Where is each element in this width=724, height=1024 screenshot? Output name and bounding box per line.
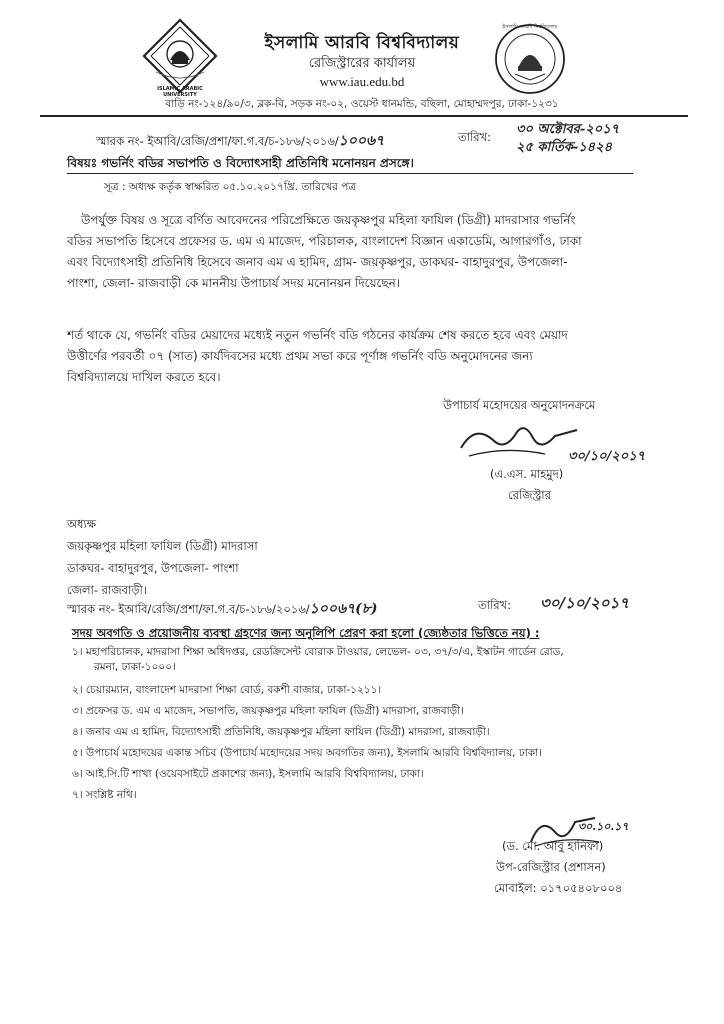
memo2-number-hand: ১০০৬৭(৮) bbox=[309, 601, 378, 617]
logo-caption: ISLAMIC ARABIC UNIVERSITY bbox=[157, 86, 203, 98]
body-paragraph-2: শর্ত থাকে যে, গভর্নিং বডির মেয়াদের মধ্যেই নতুন গভর্নিং বডি গঠনের কার্যক্রম শেষ করতে হবে এবং মেয়াদ উত্তীর্ণের পরবর্তী ০৭ (সাত) কার্যদিবসের মধ্যে প্রথম সভা করে পূর্ণাঙ্গ গভর্নিং বডি অনুমোদনের জন্য বিশ্ববিদ্যালয়ে দাখিল করতে হবে। bbox=[67, 328, 568, 384]
memo2-number: স্মারক নং- ইআবি/রেজি/প্রশা/ফা.গ.ব/চ-১৮৬/২০১৬/১০০৬৭(৮) bbox=[67, 601, 378, 617]
recipient-block: অধ্যক্ষ জয়কৃষ্ণপুর মহিলা ফাযিল (ডিগ্রী) মাদরাসা ডাকঘর- বাহাদুরপুর, উপজেলা- পাংশা জেলা- রাজবাড়ী। bbox=[67, 517, 258, 597]
reference-line: সূত্র : অধ্যক্ষ কর্তৃক স্বাক্ষরিত ০৫.১০.২০১৭খ্রি. তারিখের পত্র bbox=[104, 181, 357, 193]
deputy-registrar-mobile: মোবাইল: ০১৭০৫৪০৮০০৪ bbox=[494, 881, 623, 895]
deputy-registrar-title: উপ-রেজিস্ট্রার (প্রশাসন) bbox=[496, 860, 606, 874]
memo-number: স্মারক নং- ইআবি/রেজি/প্রশা/ফা.গ.ব/চ-১৮৬/২০১৬/১০০৬৭ bbox=[96, 133, 385, 149]
memo-date-gregorian: ৩০ অক্টোবর-২০১৭ bbox=[516, 122, 620, 137]
seal-caption: ইসলামি আরবি বিশ্ববিদ্যালয় bbox=[502, 24, 558, 30]
cc-item: ৩। প্রফেসর ড. এম এ মাজেদ, সভাপতি, জয়কৃষ্ণপুর মহিলা ফাযিল (ডিগ্রী) মাদরাসা, রাজবাড়ী। bbox=[72, 705, 464, 717]
website: www.iau.edu.bd bbox=[319, 74, 405, 89]
cc-item: ৫। উপাচার্য মহোদয়ের একান্ত সচিব (উপাচার্য মহোদয়ের সদয় অবগতির জন্য), ইসলামি আরবি বিশ্ববিদ্যালয়, ঢাকা। bbox=[72, 747, 542, 759]
memo-date-bangla: ২৫ কার্তিক-১৪২৪ bbox=[516, 140, 613, 155]
memo-number-hand: ১০০৬৭ bbox=[338, 133, 385, 149]
cc-item: ৬। আই.সি.টি শাখা (ওয়েবসাইটে প্রকাশের জন্য), ইসলামি আরবি বিশ্ববিদ্যালয়, ঢাকা। bbox=[72, 768, 424, 780]
cc-item: ৭। সংশ্লিষ্ট নথি। bbox=[72, 789, 137, 801]
cc-item: ১। মহাপরিচালক, মাদরাসা শিক্ষা অধিদপ্তর, রেডক্রিসেন্ট বোরাক টাওয়ার, লেভেল- ০৩, ৩৭/৩/এ, ইস্কাটন গার্ডেন রোড, রমনা, ঢাকা-১০০০। bbox=[72, 646, 564, 673]
registrar-signature-date: ৩০/১০/২০১৭ bbox=[568, 449, 646, 464]
office-name: রেজিস্ট্রারের কার্যালয় bbox=[308, 56, 416, 71]
university-name: ইসলামি আরবি বিশ্ববিদ্যালয় bbox=[264, 33, 460, 53]
memo-date-label: তারিখ: bbox=[458, 130, 492, 144]
deputy-registrar-name: (ড. মো. আবু হানিফা) bbox=[502, 839, 604, 853]
subject-line: বিষয়ঃ গভর্নিং বডির সভাপতি ও বিদ্যোৎসাহী প্রতিনিধি মনোনয়ন প্রসঙ্গে। bbox=[67, 156, 414, 170]
registrar-name: (এ.এস. মাহমুদ) bbox=[490, 467, 564, 481]
address: বাড়ি নং-১২৪/৯০/৩, ব্লক-বি, সড়ক নং-০২, ওয়েস্ট ধানমন্ডি, বছিলা, মোহাম্মদপুর, ঢাকা-১২৩১ bbox=[165, 98, 559, 110]
memo2-date-label: তারিখ: bbox=[478, 598, 512, 612]
subject-underline bbox=[67, 173, 633, 174]
cc-item: ৪। জনাব এম এ হামিদ, বিদ্যোৎসাহী প্রতিনিধি, জয়কৃষ্ণপুর মহিলা ফাযিল (ডিগ্রী) মাদরাসা, রাজবাড়ী। bbox=[72, 726, 490, 738]
header-rule bbox=[40, 115, 688, 117]
cc-item: ২। চেয়ারম্যান, বাংলাদেশ মাদরাসা শিক্ষা বোর্ড, বকশী বাজার, ঢাকা-১২১১। bbox=[72, 684, 382, 696]
deputy-registrar-signature-date: ৩০.১০.১৭ bbox=[578, 820, 629, 833]
cc-heading: সদয় অবগতি ও প্রয়োজনীয় ব্যবস্থা গ্রহণের জন্য অনুলিপি প্রেরণ করা হলো (জ্যেষ্ঠতার ভিত্তিতে নয়) : bbox=[72, 626, 540, 640]
memo2-date-hand: ৩০/১০/২০১৭ bbox=[540, 594, 629, 612]
approval-note: উপাচার্য মহোদয়ের অনুমোদনক্রমে bbox=[443, 398, 596, 412]
body-paragraph-1: উপর্যুক্ত বিষয় ও সূত্রে বর্ণিত আবেদনের পরিপ্রেক্ষিতে জয়কৃষ্ণপুর মহিলা ফাযিল (ডিগ্রী) মাদরাসার গভর্নিং বডির সভাপতি হিসেবে প্রফেসর ড. এম এ মাজেদ, পরিচালক, বাংলাদেশ বিজ্ঞান একাডেমি, আগারগাঁও, ঢাকা এবং বিদ্যোৎসাহী প্রতিনিধি হিসেবে জনাব এম এ হামিদ, গ্রাম- জয়কৃষ্ণপুর, ডাকঘর- বাহাদুরপুর, উপজেলা- পাংশা, জেলা- রাজবাড়ী কে মাননীয় উপাচার্য সদয় মনোনয়ন দিয়েছেন। bbox=[67, 213, 582, 290]
registrar-title: রেজিস্ট্রার bbox=[508, 488, 551, 502]
